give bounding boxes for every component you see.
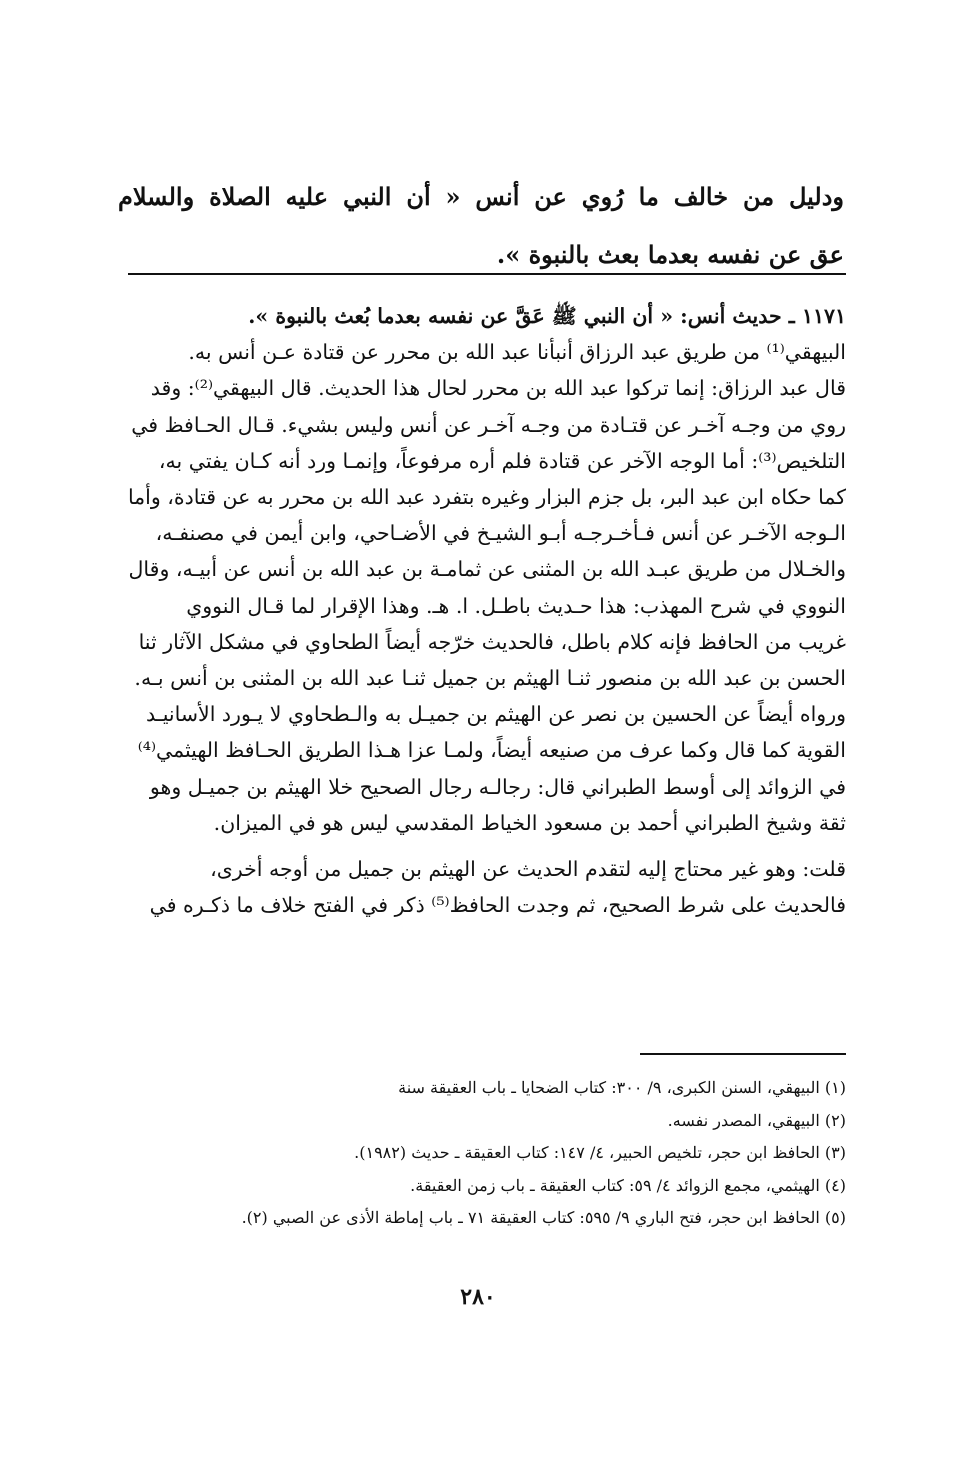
body-line: الـوجه الآخـر عن أنس فـأخـرجـه أبـو الشيـخ في الأضـاحي، وابن أيمن في مصنفـه، bbox=[155, 521, 846, 546]
hadith-heading: ١١٧١ ـ حديث أنس: « أن النبي ﷺ عَقَّ عن نفسه بعدما بُعث بالنبوة ». bbox=[248, 304, 846, 328]
section-divider bbox=[128, 273, 846, 275]
intro-line: ودليل من خالف ما رُوي عن أنس « أن النبي عليه الصلاة والسلام bbox=[118, 182, 844, 211]
body-line: ورواه أيضاً عن الحسين بن نصر عن الهيثم بن جميـل به والـطحاوي لا يـورد الأسانيـد bbox=[145, 702, 846, 727]
page-number: ٢٨٠ bbox=[460, 1284, 496, 1310]
footnote-5: (٥) الحافظ ابن حجر، فتح الباري ٩/ ٥٩٥: كتاب العقيقة ٧١ ـ باب إماطة الأذى عن الصبي (٢). bbox=[241, 1208, 846, 1227]
hadith-section bbox=[118, 298, 846, 923]
body-line: القوية كما قال وكما عرف من صنيعه أيضاً، ولمـا عزا هـذا الطريق الحـافظ الهيثمي⁽⁴⁾ bbox=[137, 738, 846, 763]
footnote-divider bbox=[640, 1053, 846, 1055]
body-line: النووي في شرح المهذب: هذا حـديث باطـل. ا. هـ. وهذا الإقرار لما قـال النووي bbox=[186, 593, 846, 618]
body-line: قال عبد الرزاق: إنما تركوا عبد الله بن محرر لحال هذا الحديث. قال البيهقي⁽²⁾: وقد bbox=[150, 376, 846, 401]
intro-paragraph bbox=[118, 168, 844, 284]
body-line: كما حكاه ابن عبد البر، بل جزم البزار وغيره بتفرد عبد الله بن محرر به عن قتادة، وأما bbox=[127, 485, 846, 510]
footnote-4: (٤) الهيثمي، مجمع الزوائد ٤/ ٥٩: كتاب العقيقة ـ باب زمن العقيقة. bbox=[410, 1175, 846, 1195]
intro-line: عق عن نفسه بعدما بعث بالنبوة ». bbox=[496, 240, 844, 269]
body-line: في الزوائد إلى أوسط الطبراني قال: رجالـه رجال الصحيح خلا الهيثم بن جميـل وهو bbox=[149, 774, 846, 799]
footnotes bbox=[118, 1072, 846, 1235]
body-line: ثقة وشيخ الطبراني أحمد بن مسعود الخياط المقدسي ليس هو في الميزان. bbox=[213, 810, 846, 835]
body-line: قلت: وهو غير محتاج إليه لتقدم الحديث عن الهيثم بن جميل من أوجه أخرى، bbox=[210, 857, 846, 882]
body-line: الحسن بن عبد الله بن منصور ثنـا الهيثم بن جميل ثنـا عبد الله بن المثنى بن أنس بـه. bbox=[134, 666, 846, 691]
body-line: فالحديث على شرط الصحيح، ثم وجدت الحافظ⁽⁵⁾ ذكر في الفتح خلاف ما ذكـره في bbox=[149, 893, 846, 918]
body-line: غريب من الحافظ فإنه كلام باطل، فالحديث خرّجه أيضاً الطحاوي في مشكل الآثار ثنا bbox=[138, 629, 846, 654]
footnote-1: (١) البيهقي، السنن الكبرى، ٩/ ٣٠٠: كتاب الضحايا ـ باب العقيقة سنة bbox=[398, 1078, 846, 1097]
body-line: البيهقي⁽¹⁾ من طريق عبد الرزاق أنبأنا عبد الله بن محرر عن قتادة عـن أنس به. bbox=[188, 340, 846, 365]
footnote-3: (٣) الحافظ ابن حجر، تلخيص الحبير، ٤/ ١٤٧: كتاب العقيقة ـ حديث (١٩٨٢). bbox=[354, 1143, 846, 1162]
body-line: التلخيص⁽³⁾: أما الوجه الآخر عن قتادة فلم أره مرفوعاً، وإنمـا ورد أنه كـان يفتي به، bbox=[158, 448, 846, 473]
footnote-2: (٢) البيهقي، المصدر نفسه. bbox=[667, 1110, 846, 1130]
body-line: روي من وجـه آخـر عن قتـادة من وجـه آخـر عن أنس وليس بشيء. قـال الحـافظ في bbox=[131, 412, 846, 437]
body-line: والخـلال من طريق عبـد الله بن المثنى عن ثمامـة بن عبد الله بن أنس عن أبيـه، وقال bbox=[128, 557, 846, 582]
